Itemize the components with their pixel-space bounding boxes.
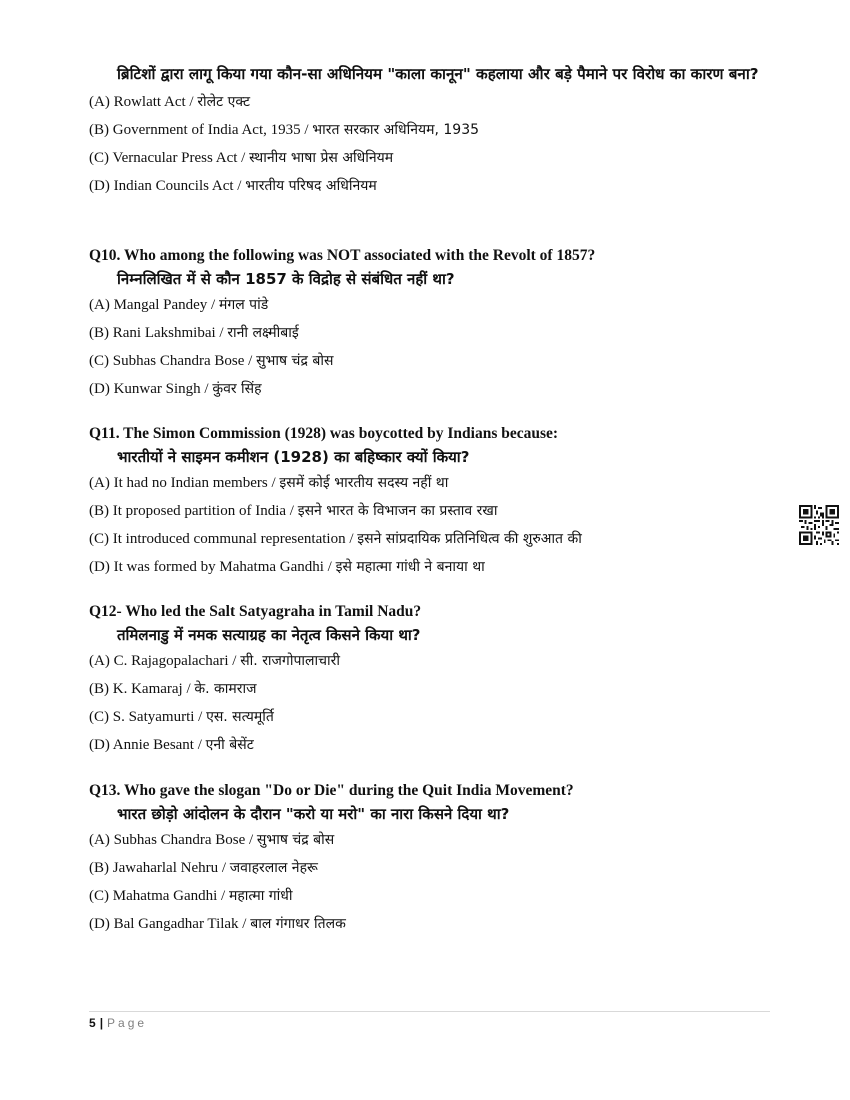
option-a: (A) It had no Indian members / इसमें कोई भारतीय सदस्य नहीं था (89, 475, 449, 491)
option-b: (B) Government of India Act, 1935 / भारत सरकार अधिनियम, 1935 (89, 122, 480, 138)
question-13 (89, 780, 769, 938)
option-b: (B) It proposed partition of India / इसने भारत के विभाजन का प्रस्ताव रखा (89, 503, 498, 519)
question-hindi: ब्रिटिशों द्वारा लागू किया गया कौन-सा अधिनियम "काला कानून" कहलाया और बड़े पैमाने पर विरोध का कारण बना? (117, 65, 759, 83)
option-d: (D) It was formed by Mahatma Gandhi / इसे महात्मा गांधी ने बनाया था (89, 559, 485, 575)
question-english: Q12- Who led the Salt Satyagraha in Tamil Nadu? (89, 603, 422, 620)
question-english: Q10. Who among the following was NOT associated with the Revolt of 1857? (89, 247, 596, 264)
option-d: (D) Indian Councils Act / भारतीय परिषद अधिनियम (89, 178, 377, 194)
option-b: (B) Jawaharlal Nehru / जवाहरलाल नेहरू (89, 860, 318, 876)
question-11 (89, 423, 769, 581)
question-9-continuation (89, 60, 769, 200)
question-hindi: तमिलनाडु में नमक सत्याग्रह का नेतृत्व किसने किया था? (117, 626, 421, 644)
footer-separator: | (99, 1016, 104, 1030)
option-c: (C) It introduced communal representation / इसने सांप्रदायिक प्रतिनिधित्व की शुरुआत की (89, 531, 582, 547)
option-a: (A) Mangal Pandey / मंगल पांडे (89, 297, 269, 313)
page-number: 5 (89, 1016, 96, 1030)
page-label: Page (107, 1016, 148, 1030)
option-b: (B) Rani Lakshmibai / रानी लक्ष्मीबाई (89, 325, 299, 341)
question-hindi: भारत छोड़ो आंदोलन के दौरान "करो या मरो" का नारा किसने दिया था? (117, 805, 510, 823)
option-c: (C) S. Satyamurti / एस. सत्यमूर्ति (89, 709, 274, 725)
question-12 (89, 601, 769, 759)
option-a: (A) C. Rajagopalachari / सी. राजगोपालाचारी (89, 653, 341, 669)
question-10 (89, 245, 769, 403)
option-c: (C) Mahatma Gandhi / महात्मा गांधी (89, 888, 293, 904)
option-d: (D) Annie Besant / एनी बेसेंट (89, 737, 254, 753)
option-d: (D) Bal Gangadhar Tilak / बाल गंगाधर तिलक (89, 916, 346, 932)
question-english: Q13. Who gave the slogan "Do or Die" during the Quit India Movement? (89, 782, 574, 799)
option-b: (B) K. Kamaraj / के. कामराज (89, 681, 257, 697)
option-d: (D) Kunwar Singh / कुंवर सिंह (89, 381, 262, 397)
option-c: (C) Subhas Chandra Bose / सुभाष चंद्र बोस (89, 353, 334, 369)
page-footer (89, 1015, 147, 1031)
footer-divider (89, 1011, 770, 1012)
question-hindi: भारतीयों ने साइमन कमीशन (1928) का बहिष्कार क्यों किया? (117, 448, 470, 466)
question-english: Q11. The Simon Commission (1928) was boycotted by Indians because: (89, 425, 559, 442)
question-hindi: निम्नलिखित में से कौन 1857 के विद्रोह से संबंधित नहीं था? (117, 270, 455, 288)
option-a: (A) Subhas Chandra Bose / सुभाष चंद्र बोस (89, 832, 335, 848)
qr-code-icon (799, 505, 839, 545)
option-a: (A) Rowlatt Act / रोलेट एक्ट (89, 94, 251, 110)
option-c: (C) Vernacular Press Act / स्थानीय भाषा प्रेस अधिनियम (89, 150, 394, 166)
